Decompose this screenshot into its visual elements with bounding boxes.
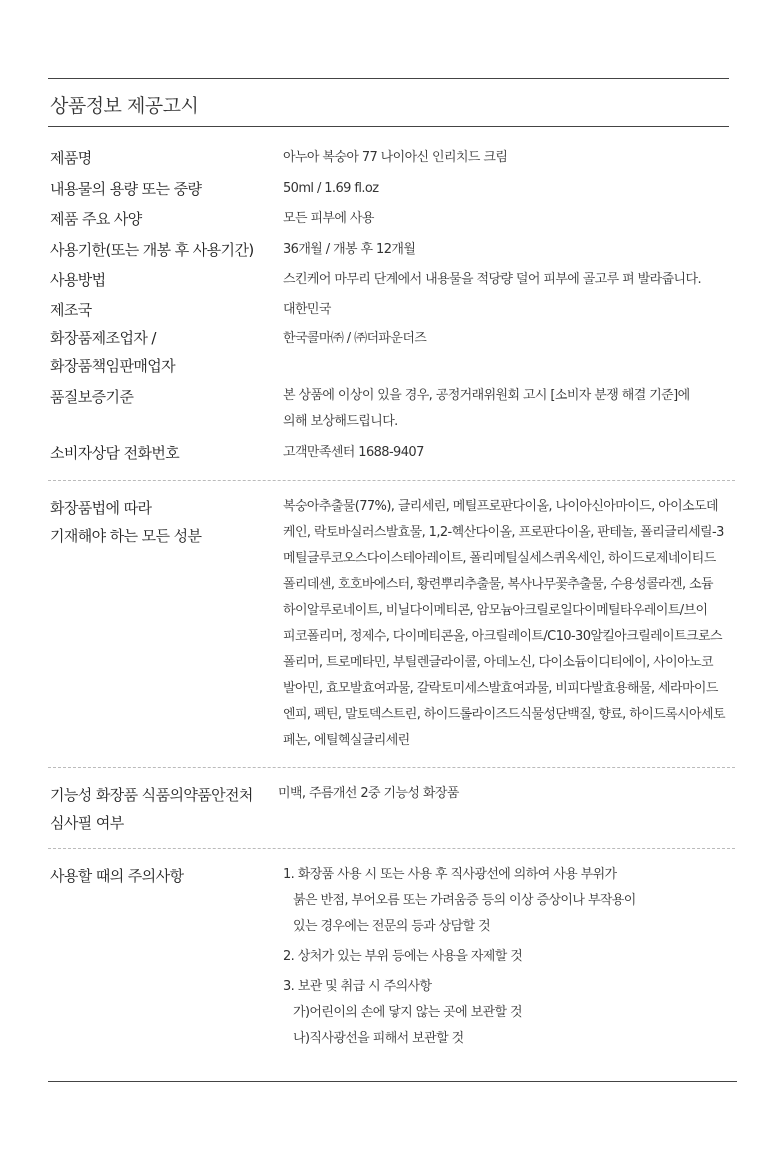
value-product-name: 아누아 복숭아 77 나이아신 인리치드 크림	[283, 150, 508, 165]
label-ingredients	[50, 494, 201, 550]
label-functional-line: 심사필 여부	[50, 814, 124, 832]
ingredient-line: 폴리데센, 호호바에스터, 황련뿌리추출물, 복사나무꽃추출물, 수용성콜라겐, 소듐	[283, 577, 713, 592]
ingredient-line: 페논, 에틸헥실글리세린	[283, 733, 410, 748]
value-ingredients	[283, 494, 738, 754]
label-expiry: 사용기한(또는 개봉 후 사용기간)	[50, 241, 254, 259]
dashed-divider	[48, 480, 735, 481]
label-usage: 사용방법	[50, 271, 106, 289]
label-manufacturer-line: 화장품책임판매업자	[50, 357, 176, 375]
caution-line: 있는 경우에는 전문의 등과 상담할 것	[293, 919, 491, 934]
label-manufacturer-line: 화장품제조업자 /	[50, 329, 156, 347]
label-cautions: 사용할 때의 주의사항	[50, 867, 184, 885]
value-cs-phone: 고객만족센터 1688-9407	[283, 445, 424, 460]
caution-line: 붉은 반점, 부어오름 또는 가려움증 등의 이상 증상이나 부작용이	[293, 893, 636, 908]
value-country: 대한민국	[283, 302, 331, 317]
value-usage: 스킨케어 마무리 단계에서 내용물을 적당량 덜어 피부에 골고루 펴 발라줍니다.	[283, 272, 701, 287]
value-expiry: 36개월 / 개봉 후 12개월	[283, 242, 416, 257]
ingredient-line: 하이알루로네이트, 비닐다이메티콘, 암모늄아크릴로일다이메틸타우레이트/브이	[283, 603, 708, 618]
label-spec: 제품 주요 사양	[50, 210, 142, 228]
ingredient-line: 케인, 락토바실러스발효물, 1,2-헥산다이올, 프로판다이올, 판테놀, 폴리글리세릴-3	[283, 525, 724, 540]
label-volume: 내용물의 용량 또는 중량	[50, 180, 202, 198]
caution-line: 가)어린이의 손에 닿지 않는 곳에 보관할 것	[293, 1005, 522, 1020]
label-quality: 품질보증기준	[50, 388, 134, 406]
value-quality	[283, 383, 738, 435]
title-divider	[48, 126, 729, 127]
caution-line: 나)직사광선을 피해서 보관할 것	[293, 1031, 464, 1046]
value-quality-line: 의해 보상해드립니다.	[283, 414, 398, 429]
ingredient-line: 메틸글루코오스다이스테아레이트, 폴리메틸실세스퀴옥세인, 하이드로제네이티드	[283, 551, 716, 566]
caution-item	[283, 974, 738, 1052]
section-title: 상품정보 제공고시	[50, 95, 199, 117]
value-cautions	[283, 862, 738, 1052]
label-product-name: 제품명	[50, 149, 92, 167]
caution-line: 3. 보관 및 취급 시 주의사항	[283, 979, 432, 994]
value-spec: 모든 피부에 사용	[283, 211, 374, 226]
value-volume: 50ml / 1.69 fl.oz	[283, 181, 379, 196]
dashed-divider	[48, 848, 735, 849]
label-functional	[50, 781, 253, 837]
label-functional-line: 기능성 화장품 식품의약품안전처	[50, 786, 253, 804]
label-country: 제조국	[50, 301, 92, 319]
bottom-divider	[48, 1081, 737, 1082]
caution-line: 1. 화장품 사용 시 또는 사용 후 직사광선에 의하여 사용 부위가	[283, 867, 617, 882]
label-ingredients-line: 화장품법에 따라	[50, 499, 152, 517]
ingredient-line: 복숭아추출물(77%), 글리세린, 메틸프로판다이올, 나이아신아마이드, 아이소도데	[283, 499, 718, 514]
ingredient-line: 발아민, 효모발효여과물, 갈락토미세스발효여과물, 비피다발효용해물, 세라마이드	[283, 681, 718, 696]
label-manufacturer	[50, 324, 175, 380]
value-quality-line: 본 상품에 이상이 있을 경우, 공정거래위원회 고시 [소비자 분쟁 해결 기준]에	[283, 388, 690, 403]
caution-line: 2. 상처가 있는 부위 등에는 사용을 자제할 것	[283, 949, 523, 964]
ingredient-line: 피코폴리머, 정제수, 다이메티콘올, 아크릴레이트/C10-30알킬아크릴레이트크로스	[283, 629, 722, 644]
label-cs-phone: 소비자상담 전화번호	[50, 444, 180, 462]
caution-item	[283, 944, 738, 970]
label-ingredients-line: 기재해야 하는 모든 성분	[50, 527, 202, 545]
ingredient-line: 폴리머, 트로메타민, 부틸렌글라이콜, 아데노신, 다이소듐이디티에이, 사이아노코	[283, 655, 713, 670]
value-manufacturer: 한국콜마㈜ / ㈜더파운더즈	[283, 331, 427, 346]
value-functional: 미백, 주름개선 2중 기능성 화장품	[278, 786, 459, 801]
top-divider	[48, 78, 729, 79]
dashed-divider	[48, 767, 735, 768]
caution-item	[283, 862, 738, 940]
ingredient-line: 엔피, 펙틴, 말토덱스트린, 하이드롤라이즈드식물성단백질, 향료, 하이드록시아세토	[283, 707, 725, 722]
